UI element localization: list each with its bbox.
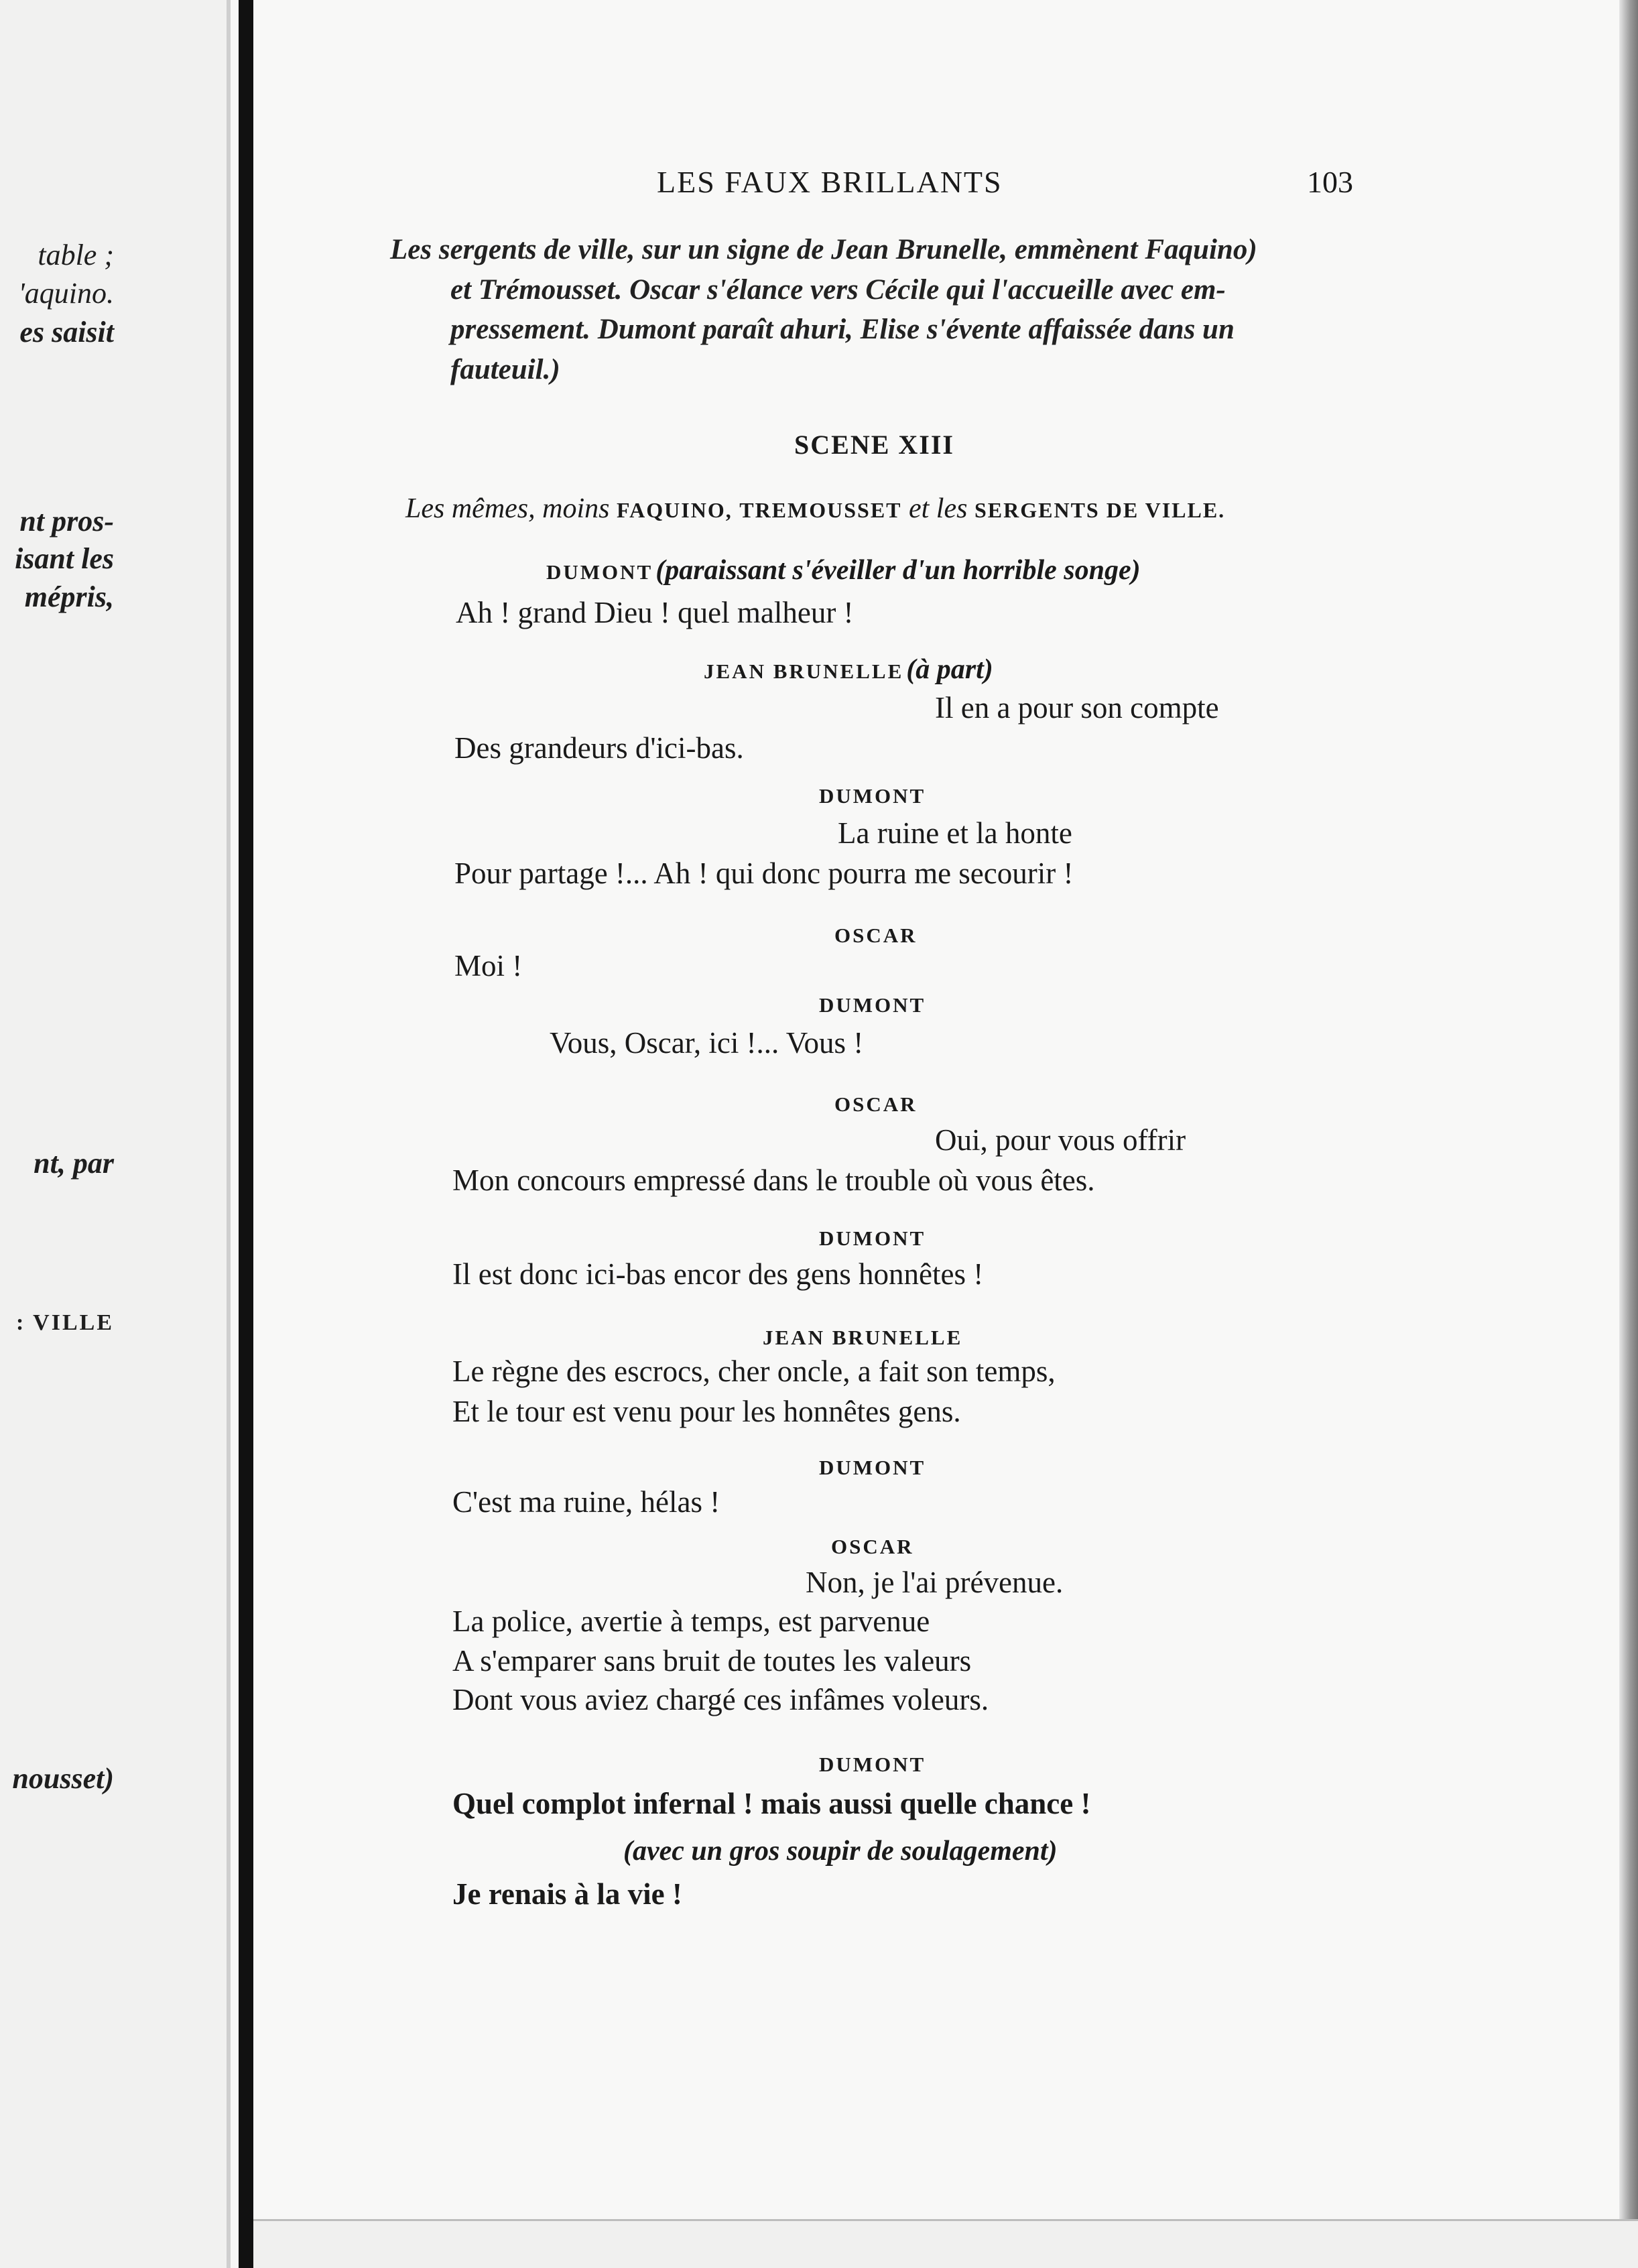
- left-fragment: 'aquino.: [18, 277, 114, 310]
- verse-line: Vous, Oscar, ici !... Vous !: [550, 1026, 864, 1060]
- page-edge: [1619, 0, 1638, 2268]
- left-fragment: nousset): [12, 1762, 114, 1795]
- speaker-name: JEAN BRUNELLE: [704, 659, 904, 683]
- page-number: 103: [1307, 165, 1353, 199]
- speaker-name: OSCAR: [834, 1092, 918, 1116]
- left-facing-page: [0, 0, 227, 2268]
- running-head: LES FAUX BRILLANTS: [657, 165, 1003, 199]
- speaker-name: DUMONT: [819, 1456, 926, 1479]
- verse-line: Le règne des escrocs, cher oncle, a fait son temps,: [452, 1354, 1056, 1388]
- stage-direction-line: pressement. Dumont paraît ahuri, Elise s'évente affaissée dans un: [450, 314, 1235, 345]
- speaker-name: JEAN BRUNELLE: [763, 1326, 963, 1349]
- speech-heading: [546, 554, 1141, 586]
- scene-title: SCENE XIII: [794, 430, 954, 460]
- speech-heading: [704, 653, 993, 686]
- page-bottom-edge: [253, 2219, 1638, 2268]
- stage-direction-line: fauteuil.): [450, 354, 560, 385]
- speaker-name: DUMONT: [819, 1753, 926, 1776]
- verse-line: Pour partage !... Ah ! qui donc pourra me secourir !: [454, 857, 1074, 890]
- verse-line: Non, je l'ai prévenue.: [806, 1566, 1064, 1599]
- stage-direction-inline: (avec un gros soupir de soulagement): [623, 1836, 1058, 1867]
- stage-direction-line: Les sergents de ville, sur un signe de Jean Brunelle, emmènent Faquino): [390, 234, 1257, 265]
- left-fragment: : VILLE: [15, 1310, 114, 1335]
- left-fragment: mépris,: [24, 580, 114, 613]
- gutter-shadow: [227, 0, 231, 2268]
- stage-direction-line: et Trémousset. Oscar s'élance vers Cécile qui l'accueille avec em-: [450, 274, 1226, 306]
- verse-line: Oui, pour vous offrir: [935, 1123, 1186, 1157]
- left-fragment: nt pros-: [19, 505, 114, 538]
- verse-line: Il en a pour son compte: [935, 691, 1219, 724]
- speaker-name: DUMONT: [819, 784, 926, 808]
- speaker-name: OSCAR: [834, 924, 918, 947]
- persons-mid: et les: [909, 493, 968, 524]
- character-name: FAQUINO,: [616, 498, 733, 522]
- character-name: TREMOUSSET: [739, 498, 902, 522]
- left-fragment: isant les: [15, 542, 114, 575]
- speaker-name: DUMONT: [819, 1226, 926, 1250]
- speaker-direction: (paraissant s'éveiller d'un horrible songe): [655, 555, 1141, 586]
- left-fragment: es saisit: [19, 316, 114, 349]
- verse-line: Et le tour est venu pour les honnêtes gens.: [452, 1395, 961, 1428]
- verse-line: Mon concours empressé dans le trouble où vous êtes.: [452, 1163, 1095, 1197]
- verse-line: Je renais à la vie !: [452, 1877, 682, 1911]
- verse-line: Quel complot infernal ! mais aussi quelle chance !: [452, 1787, 1091, 1820]
- left-fragment: nt, par: [34, 1147, 114, 1180]
- verse-line: Moi !: [454, 949, 523, 983]
- verse-line: Ah ! grand Dieu ! quel malheur !: [456, 596, 854, 629]
- verse-line: Il est donc ici-bas encor des gens honnêtes !: [452, 1257, 984, 1291]
- verse-line: C'est ma ruine, hélas !: [452, 1485, 720, 1519]
- speaker-name: DUMONT: [546, 560, 653, 584]
- speaker-name: OSCAR: [831, 1535, 914, 1558]
- scene-characters: [405, 493, 1225, 525]
- verse-line: Des grandeurs d'ici-bas.: [454, 731, 744, 765]
- speaker-direction: (à part): [906, 654, 993, 685]
- book-spine-shadow: [239, 0, 253, 2268]
- character-name: SERGENTS DE VILLE.: [974, 498, 1226, 522]
- verse-line: La police, avertie à temps, est parvenue: [452, 1604, 930, 1638]
- verse-line: A s'emparer sans bruit de toutes les valeurs: [452, 1644, 972, 1678]
- persons-lead: Les mêmes, moins: [405, 493, 610, 524]
- verse-line: La ruine et la honte: [838, 816, 1072, 850]
- speaker-name: DUMONT: [819, 993, 926, 1017]
- left-fragment: table ;: [38, 239, 114, 271]
- verse-line: Dont vous aviez chargé ces infâmes voleurs.: [452, 1683, 989, 1716]
